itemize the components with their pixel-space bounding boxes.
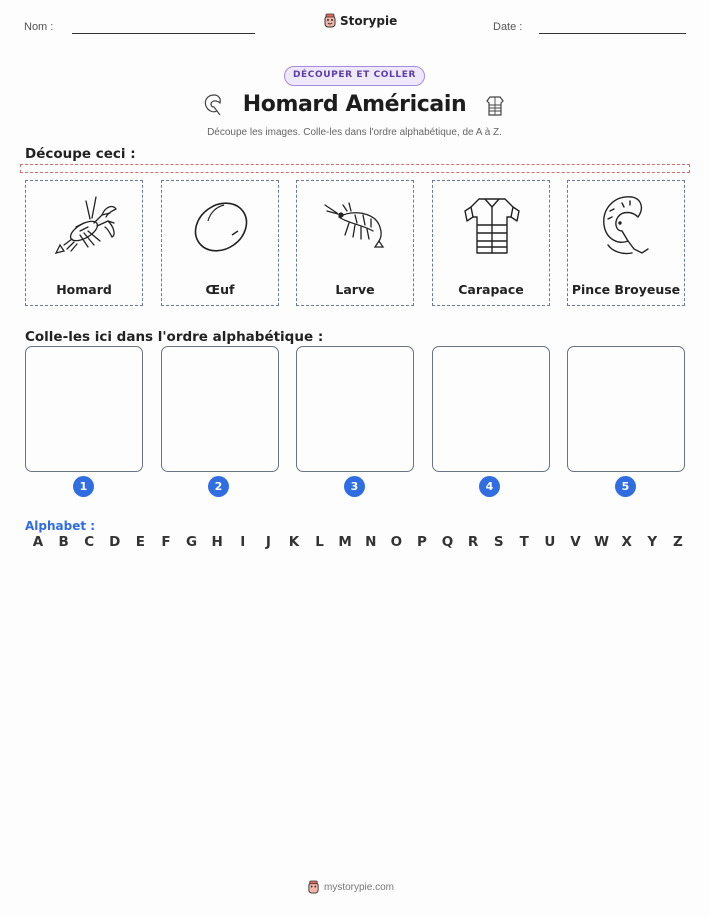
date-line[interactable]: [539, 33, 686, 34]
larva-shrimp-icon: [321, 187, 391, 267]
cut-card-oeuf[interactable]: [161, 180, 279, 306]
letter: Z: [672, 534, 683, 550]
letter: B: [58, 534, 69, 550]
letter: C: [84, 534, 95, 550]
paste-heading: Colle-les ici dans l'ordre alphabétique :: [25, 329, 324, 345]
letter: P: [416, 534, 427, 550]
alphabet-row: [31, 534, 685, 550]
slot-number-3: 3: [344, 476, 365, 497]
letter: Y: [647, 534, 658, 550]
letter: K: [288, 534, 300, 550]
letter: E: [135, 534, 145, 550]
letter: J: [265, 534, 271, 550]
letter: F: [161, 534, 171, 550]
cut-heading: Découpe ceci :: [25, 146, 136, 162]
letter: T: [519, 534, 529, 550]
letter: O: [390, 534, 403, 550]
card-label: Larve: [335, 282, 375, 297]
slot-number-5: 5: [615, 476, 636, 497]
alphabet-label: Alphabet :: [25, 519, 96, 533]
lobster-icon: [50, 187, 120, 267]
letter: Q: [441, 534, 454, 550]
name-label: Nom :: [24, 21, 54, 33]
letter: H: [211, 534, 223, 550]
paste-slot-3[interactable]: [296, 346, 414, 472]
cut-line: [20, 164, 690, 173]
brand-logo: [323, 13, 397, 28]
letter: V: [570, 534, 581, 550]
crusher-claw-icon: [592, 187, 662, 267]
name-line[interactable]: [72, 33, 255, 34]
page-title: Homard Américain: [242, 92, 467, 117]
paste-slot-2[interactable]: [161, 346, 279, 472]
cut-card-larve[interactable]: [296, 180, 414, 306]
letter: W: [594, 534, 609, 550]
paste-slot-1[interactable]: [25, 346, 143, 472]
letter: A: [32, 534, 44, 550]
card-label: Homard: [56, 282, 112, 297]
letter: R: [467, 534, 479, 550]
paste-slot-4[interactable]: [432, 346, 550, 472]
brand-name: Storypie: [340, 13, 398, 28]
armor-icon: [482, 93, 508, 119]
letter: N: [365, 534, 377, 550]
egg-icon: [186, 187, 256, 267]
card-label: Pince Broyeuse: [571, 282, 681, 297]
footer: [307, 880, 394, 894]
cut-card-carapace[interactable]: [432, 180, 550, 306]
card-label: Œuf: [205, 282, 235, 297]
storypie-mascot-icon: [307, 880, 320, 894]
cut-card-pince-broyeuse[interactable]: [567, 180, 685, 306]
slot-number-4: 4: [479, 476, 500, 497]
letter: X: [621, 534, 632, 550]
slot-number-2: 2: [208, 476, 229, 497]
letter: G: [186, 534, 198, 550]
footer-site[interactable]: mystorypie.com: [324, 881, 395, 893]
letter: D: [109, 534, 121, 550]
letter: L: [315, 534, 324, 550]
carapace-armor-icon: [457, 187, 527, 267]
letter: M: [338, 534, 352, 550]
slot-number-1: 1: [73, 476, 94, 497]
letter: S: [493, 534, 504, 550]
activity-badge: DÉCOUPER ET COLLER: [284, 66, 425, 86]
paste-slot-5[interactable]: [567, 346, 685, 472]
cut-card-homard[interactable]: [25, 180, 143, 306]
date-label: Date :: [493, 21, 523, 33]
letter: U: [544, 534, 556, 550]
storypie-mascot-icon: [323, 13, 337, 28]
letter: I: [240, 534, 246, 550]
instructions: Découpe les images. Colle-les dans l'ordre alphabétique, de A à Z.: [207, 127, 502, 138]
card-label: Carapace: [458, 282, 524, 297]
